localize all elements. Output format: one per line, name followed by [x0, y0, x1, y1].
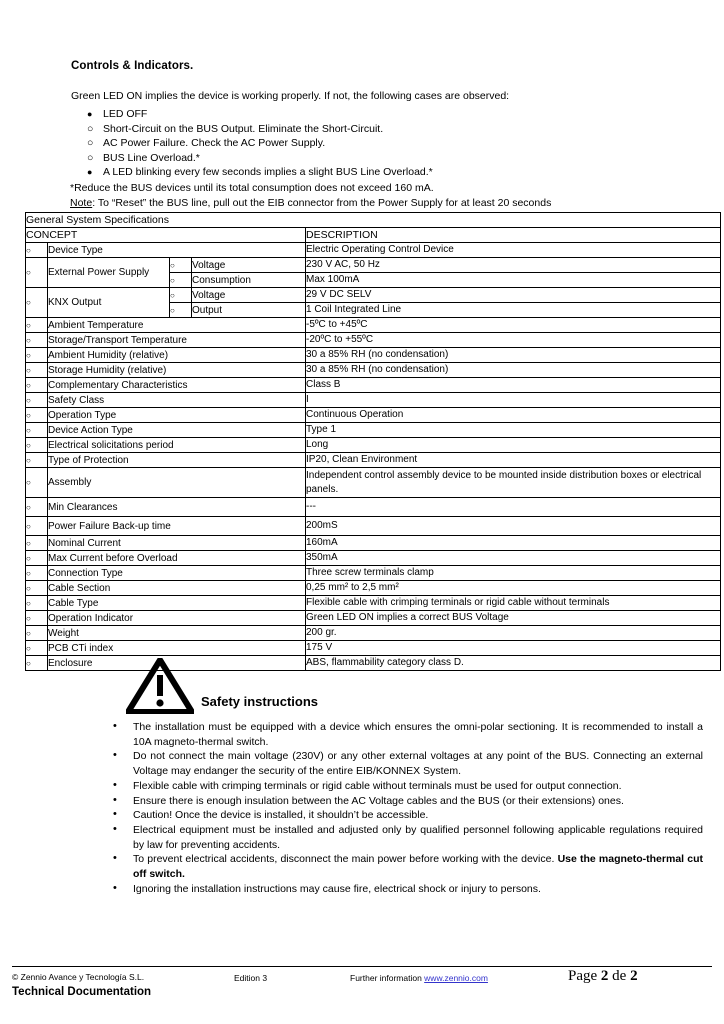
row-bullet-icon: ○ — [26, 656, 48, 671]
row-description: 30 a 85% RH (no condensation) — [306, 363, 721, 378]
row-concept: Operation Type — [48, 408, 306, 423]
safety-list — [71, 720, 703, 896]
safety-list-item-label: Do not connect the main voltage (230V) or any other external voltages at any point of the BUS. Connecting an external Voltage may endanger the security of the entire EIB/KONNEX System. — [133, 750, 703, 778]
sub-row-bullet-icon: ○ — [170, 273, 192, 288]
bullet-hollow-icon: ○ — [87, 151, 94, 164]
row-bullet-icon: ○ — [26, 468, 48, 498]
row-concept: Enclosure — [48, 656, 306, 671]
safety-list-item — [71, 823, 703, 852]
table-row — [26, 333, 721, 348]
row-description: Independent control assembly device to be mounted inside distribution boxes or electrical panels. — [306, 468, 721, 498]
row-description: Continuous Operation — [306, 408, 721, 423]
row-concept: Ambient Humidity (relative) — [48, 348, 306, 363]
row-bullet-icon: ○ — [26, 258, 48, 288]
row-concept: Cable Section — [48, 581, 306, 596]
row-bullet-icon: ○ — [26, 288, 48, 318]
sub-row-bullet-icon: ○ — [170, 303, 192, 318]
row-description: 200mS — [306, 517, 721, 536]
bullet-filled-icon: • — [113, 793, 117, 806]
row-concept: Min Clearances — [48, 498, 306, 517]
page-footer — [12, 968, 712, 1014]
row-bullet-icon: ○ — [26, 333, 48, 348]
table-row — [26, 288, 721, 303]
row-bullet-icon: ○ — [26, 498, 48, 517]
table-row — [26, 566, 721, 581]
row-description: Three screw terminals clamp — [306, 566, 721, 581]
bullet-hollow-icon: ○ — [87, 137, 94, 150]
note-text: : To “Reset” the BUS line, pull out the EIB connector from the Power Supply for at least 20 seconds — [92, 196, 552, 209]
safety-list-item-label: Ignoring the installation instructions may cause fire, electrical shock or injury to persons. — [133, 882, 541, 895]
bullet-filled-icon: • — [113, 881, 117, 894]
table-row — [26, 611, 721, 626]
bullet-filled-icon: ● — [87, 109, 93, 119]
safety-list-item — [71, 794, 703, 809]
footer-info-label: Further information — [350, 973, 425, 983]
safety-header — [71, 658, 703, 720]
row-concept: Weight — [48, 626, 306, 641]
safety-list-item-emphasis: Use the magneto-thermal cut off switch. — [133, 853, 703, 881]
row-sub-concept: Output — [192, 303, 306, 318]
row-description: 200 gr. — [306, 626, 721, 641]
row-concept: Power Failure Back-up time — [48, 517, 306, 536]
row-bullet-icon: ○ — [26, 378, 48, 393]
row-sub-concept: Consumption — [192, 273, 306, 288]
row-bullet-icon: ○ — [26, 453, 48, 468]
row-bullet-icon: ○ — [26, 581, 48, 596]
page-title: Controls & Indicators. — [71, 60, 194, 72]
table-row — [26, 363, 721, 378]
row-description: 175 V — [306, 641, 721, 656]
row-concept: Storage/Transport Temperature — [48, 333, 306, 348]
note-label: Note — [70, 196, 93, 209]
row-description: Flexible cable with crimping terminals or rigid cable without terminals — [306, 596, 721, 611]
row-description: Long — [306, 438, 721, 453]
row-concept: Storage Humidity (relative) — [48, 363, 306, 378]
row-description: I — [306, 393, 721, 408]
row-bullet-icon: ○ — [26, 611, 48, 626]
row-bullet-icon: ○ — [26, 517, 48, 536]
intro-paragraph: Green LED ON implies the device is working properly. If not, the following cases are observed: — [71, 90, 510, 102]
row-bullet-icon: ○ — [26, 408, 48, 423]
row-bullet-icon: ○ — [26, 393, 48, 408]
table-row — [26, 468, 721, 498]
controls-indicators-section — [71, 60, 703, 210]
safety-instructions-section — [71, 658, 703, 896]
safety-list-item — [71, 852, 703, 881]
row-bullet-icon: ○ — [26, 318, 48, 333]
row-description: Green LED ON implies a correct BUS Voltage — [306, 611, 721, 626]
bullet-filled-icon: • — [113, 808, 117, 821]
bullet-filled-icon: • — [113, 749, 117, 762]
footer-doc-type: Technical Documentation — [12, 986, 152, 998]
list-item — [71, 136, 703, 151]
cause-list — [71, 107, 703, 180]
list-item — [71, 151, 703, 166]
table-title: General System Specifications — [26, 213, 721, 228]
safety-list-item-label: To prevent electrical accidents, disconnect the main power before working with the device. — [133, 853, 558, 866]
warning-triangle-icon — [126, 658, 194, 714]
table-row — [26, 596, 721, 611]
safety-list-item — [71, 749, 703, 778]
table-row — [26, 318, 721, 333]
footer-further-information — [350, 973, 488, 983]
table-row — [26, 551, 721, 566]
bullet-hollow-icon: ○ — [87, 122, 94, 135]
safety-list-item — [71, 720, 703, 749]
list-item — [71, 107, 703, 122]
row-bullet-icon: ○ — [26, 626, 48, 641]
row-concept: External Power Supply — [48, 258, 170, 288]
table-row — [26, 626, 721, 641]
row-description: 160mA — [306, 536, 721, 551]
bullet-filled-icon: • — [113, 720, 117, 732]
row-concept: Nominal Current — [48, 536, 306, 551]
table-row — [26, 536, 721, 551]
note-block — [70, 181, 703, 210]
safety-list-item — [71, 779, 703, 794]
footer-page-number — [568, 968, 638, 985]
row-bullet-icon: ○ — [26, 363, 48, 378]
row-concept: Device Action Type — [48, 423, 306, 438]
table-row — [26, 393, 721, 408]
footer-copyright: © Zennio Avance y Tecnología S.L. — [12, 972, 145, 982]
safety-list-item-label: Ensure there is enough insulation between the AC Voltage cables and the BUS (or their extensions) ones. — [133, 794, 624, 807]
column-header-description: DESCRIPTION — [306, 228, 721, 243]
note-line — [70, 196, 703, 211]
column-header-concept: CONCEPT — [26, 228, 306, 243]
safety-list-item — [71, 882, 703, 897]
table-row — [26, 378, 721, 393]
bullet-filled-icon: ● — [87, 167, 93, 178]
table-row — [26, 408, 721, 423]
safety-list-item-label: Flexible cable with crimping terminals or rigid cable without terminals must be used for output connection. — [133, 779, 622, 792]
row-bullet-icon: ○ — [26, 596, 48, 611]
row-description: Max 100mA — [306, 273, 721, 288]
table-row — [26, 453, 721, 468]
row-concept: Safety Class — [48, 393, 306, 408]
table-row — [26, 498, 721, 517]
table-row — [26, 641, 721, 656]
table-row — [26, 423, 721, 438]
row-concept: Operation Indicator — [48, 611, 306, 626]
row-concept: Assembly — [48, 468, 306, 498]
table-row — [26, 258, 721, 273]
row-description: Type 1 — [306, 423, 721, 438]
row-description: 230 V AC, 50 Hz — [306, 258, 721, 273]
list-item — [71, 122, 703, 137]
page-prefix: Page — [568, 968, 601, 984]
table-row — [26, 581, 721, 596]
table-row — [26, 517, 721, 536]
table-header-row — [26, 228, 721, 243]
row-description: -5ºC to +45ºC — [306, 318, 721, 333]
list-item-label: AC Power Failure. Check the AC Power Supply. — [103, 137, 326, 150]
list-item — [71, 165, 703, 180]
list-item-label: A LED blinking every few seconds implies a slight BUS Line Overload.* — [103, 166, 433, 179]
row-description: ABS, flammability category class D. — [306, 656, 721, 671]
row-description: Electric Operating Control Device — [306, 243, 721, 258]
row-bullet-icon: ○ — [26, 641, 48, 656]
row-concept: Ambient Temperature — [48, 318, 306, 333]
row-description: 350mA — [306, 551, 721, 566]
list-item-label: BUS Line Overload.* — [103, 151, 200, 164]
safety-list-item — [71, 808, 703, 823]
sub-row-bullet-icon: ○ — [170, 258, 192, 273]
row-concept: Device Type — [48, 243, 306, 258]
row-bullet-icon: ○ — [26, 438, 48, 453]
row-description: -20ºC to +55ºC — [306, 333, 721, 348]
bullet-filled-icon: • — [113, 778, 117, 791]
footnote-text: *Reduce the BUS devices until its total consumption does not exceed 160 mA. — [70, 181, 434, 194]
general-system-specifications-table — [25, 212, 720, 671]
row-concept: Type of Protection — [48, 453, 306, 468]
table-row — [26, 243, 721, 258]
row-bullet-icon: ○ — [26, 423, 48, 438]
row-concept: Electrical solicitations period — [48, 438, 306, 453]
bullet-filled-icon: • — [113, 852, 117, 865]
row-description: 30 a 85% RH (no condensation) — [306, 348, 721, 363]
safety-list-item-label: Caution! Once the device is installed, it shouldn’t be accessible. — [133, 809, 429, 822]
row-bullet-icon: ○ — [26, 536, 48, 551]
safety-list-item-label: The installation must be equipped with a device which ensures the omni-polar sectioning. It is recommended to install a 10A magneto-thermal switch. — [133, 721, 703, 748]
page-total: 2 — [630, 968, 638, 984]
footer-edition: Edition 3 — [234, 973, 268, 983]
table-row — [26, 348, 721, 363]
row-concept: PCB CTi index — [48, 641, 306, 656]
list-item-label: LED OFF — [103, 108, 148, 120]
row-description: 1 Coil Integrated Line — [306, 303, 721, 318]
safety-title: Safety instructions — [201, 694, 319, 709]
safety-list-item-label: Electrical equipment must be installed and adjusted only by qualified personnel following applicable regulations required by law for preventing accidents. — [133, 823, 703, 851]
row-concept: Connection Type — [48, 566, 306, 581]
row-concept: Max Current before Overload — [48, 551, 306, 566]
row-description: Class B — [306, 378, 721, 393]
page-middle: de — [608, 968, 631, 984]
row-bullet-icon: ○ — [26, 243, 48, 258]
table-row — [26, 438, 721, 453]
row-concept: Complementary Characteristics — [48, 378, 306, 393]
row-sub-concept: Voltage — [192, 288, 306, 303]
row-concept: Cable Type — [48, 596, 306, 611]
page-current: 2 — [600, 968, 609, 984]
row-description: IP20, Clean Environment — [306, 453, 721, 468]
row-sub-concept: Voltage — [192, 258, 306, 273]
footer-divider — [12, 966, 712, 967]
row-bullet-icon: ○ — [26, 348, 48, 363]
row-description: --- — [306, 498, 721, 517]
sub-row-bullet-icon: ○ — [170, 288, 192, 303]
bullet-filled-icon: • — [113, 822, 117, 835]
table-title-row — [26, 213, 721, 228]
zennio-website-link[interactable]: www.zennio.com — [424, 973, 488, 983]
row-bullet-icon: ○ — [26, 551, 48, 566]
row-description: 0,25 mm² to 2,5 mm² — [306, 581, 721, 596]
list-item-label: Short-Circuit on the BUS Output. Eliminate the Short-Circuit. — [103, 122, 384, 135]
row-concept: KNX Output — [48, 288, 170, 318]
row-bullet-icon: ○ — [26, 566, 48, 581]
row-description: 29 V DC SELV — [306, 288, 721, 303]
